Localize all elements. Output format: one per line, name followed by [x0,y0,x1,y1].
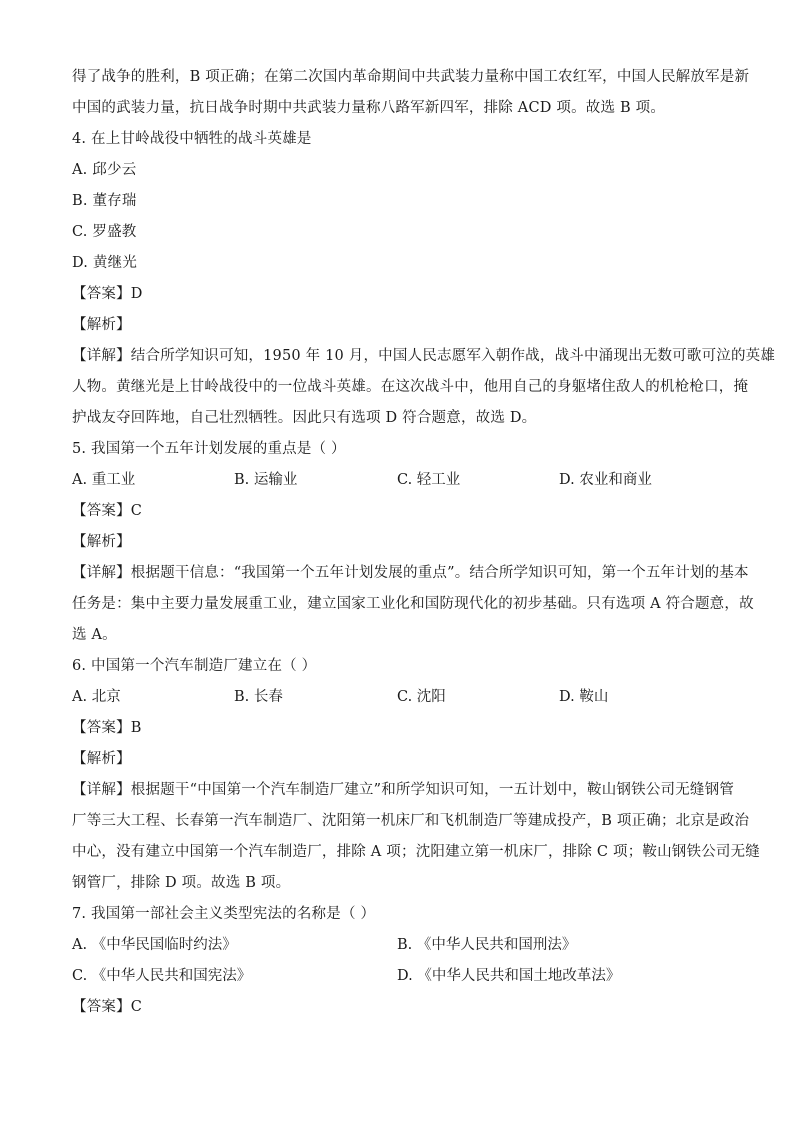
option-b: B. 《中华人民共和国刑法》 [397,937,577,953]
option-c: C. 沈阳 [397,689,446,705]
text-line: 任务是：集中主要力量发展重工业，建立国家工业化和国防现代化的初步基础。只有选项 A 符合题意，故 [72,596,754,612]
detailed-explanation [72,558,754,651]
question-7 [72,899,724,1023]
question-5 [72,434,754,651]
option-b: B. 长春 [234,689,283,705]
question-6 [72,651,760,899]
text-line: 钢管厂，排除 D 项。故选 B 项。 [72,875,291,891]
option-a: A. 北京 [72,689,121,705]
analysis-label: 【解析】 [72,534,131,550]
answer-label: 【答案】C [72,999,143,1015]
answer-label: 【答案】C [72,503,143,519]
option-b: B. 董存瑞 [72,193,137,209]
option-d: D. 《中华人民共和国土地改革法》 [397,968,621,984]
options-row [72,961,724,992]
text-line: 人物。黄继光是上甘岭战役中的一位战斗英雄。在这次战斗中，他用自己的身躯堵住敌人的机枪枪口，掩 [72,379,749,395]
text-line: 护战友夺回阵地，自己壮烈牺牲。因此只有选项 D 符合题意，故选 D。 [72,410,537,426]
question-stem: 5. 我国第一个五年计划发展的重点是（ ） [72,441,346,457]
analysis-label: 【解析】 [72,751,131,767]
document-page [72,62,776,1023]
options-row [72,465,724,496]
option-c: C. 罗盛教 [72,224,137,240]
question-stem: 7. 我国第一部社会主义类型宪法的名称是（ ） [72,906,376,922]
detailed-explanation [72,341,776,434]
text-line: 选 A。 [72,627,117,643]
question-stem: 4. 在上甘岭战役中牺牲的战斗英雄是 [72,131,312,147]
text-line: 【详解】结合所学知识可知，1950 年 10 月，中国人民志愿军入朝作战，战斗中涌现出无数可歌可泣的英雄 [72,348,776,364]
previous-question-explanation [72,62,750,124]
text-line: 得了战争的胜利，B 项正确；在第二次国内革命期间中共武装力量称中国工农红军，中国人民解放军是新 [72,69,750,85]
option-c: C. 《中华人民共和国宪法》 [72,968,252,984]
text-line: 中国的武装力量，抗日战争时期中共武装力量称八路军新四军，排除 ACD 项。故选 B 项。 [72,100,666,116]
option-a: A. 《中华民国临时约法》 [72,937,237,953]
option-a: A. 邱少云 [72,162,137,178]
text-line: 中心，没有建立中国第一个汽车制造厂，排除 A 项；沈阳建立第一机床厂，排除 C 项；鞍山钢铁公司无缝 [72,844,760,860]
options-row [72,682,724,713]
answer-label: 【答案】D [72,286,143,302]
text-line: 厂等三大工程、长春第一汽车制造厂、沈阳第一机床厂和飞机制造厂等建成投产，B 项正确；北京是政治 [72,813,750,829]
option-d: D. 鞍山 [559,689,609,705]
analysis-label: 【解析】 [72,317,131,333]
answer-label: 【答案】B [72,720,142,736]
text-line: 【详解】根据题干信息：“我国第一个五年计划发展的重点”。结合所学知识可知，第一个五年计划的基本 [72,565,749,581]
options-row [72,930,724,961]
question-stem: 6. 中国第一个汽车制造厂建立在（ ） [72,658,317,674]
detailed-explanation [72,775,760,899]
option-d: D. 黄继光 [72,255,138,271]
option-c: C. 轻工业 [397,472,461,488]
text-line: 【详解】根据题干“中国第一个汽车制造厂建立”和所学知识可知，一五计划中，鞍山钢铁公司无缝钢管 [72,782,735,798]
question-4 [72,124,776,434]
option-b: B. 运输业 [234,472,298,488]
option-d: D. 农业和商业 [559,472,652,488]
option-a: A. 重工业 [72,472,136,488]
